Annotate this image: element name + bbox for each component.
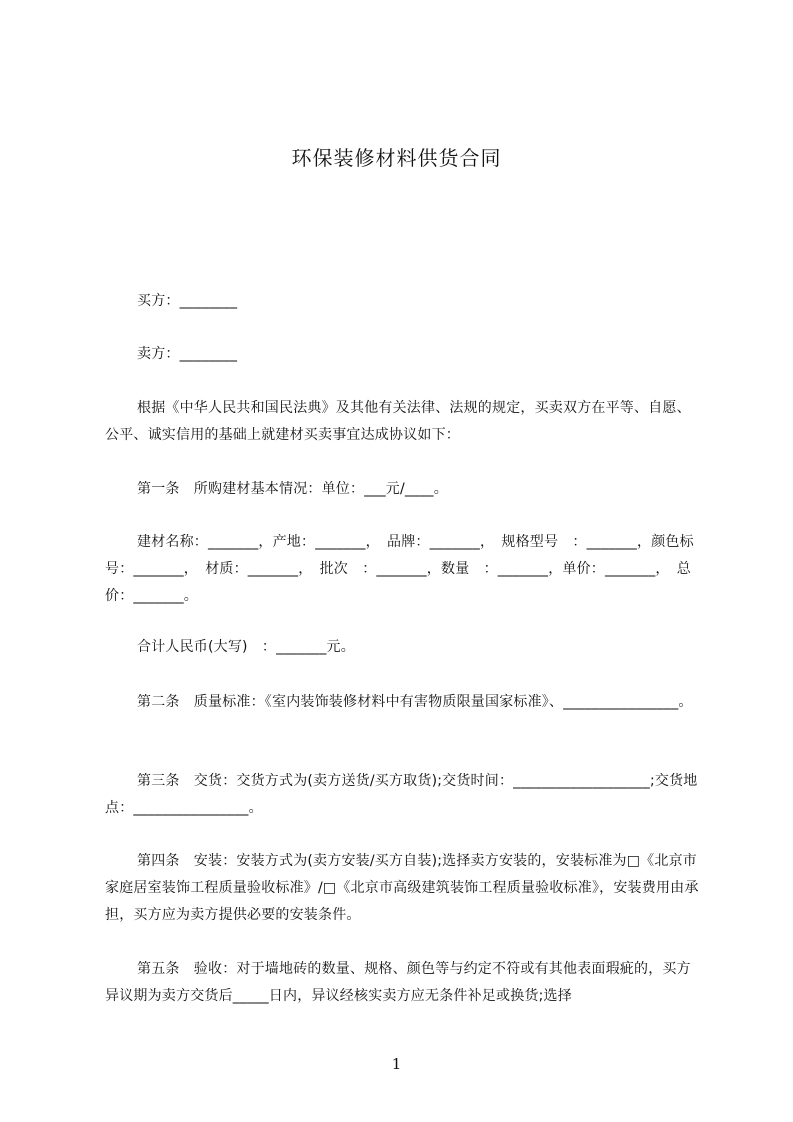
total-rmb-line: 合计人民币(大写) ：_______元。 [137, 639, 355, 655]
article-5-acceptance: 第五条 验收：对于墙地砖的数量、规格、颜色等与约定不符或有其他表面瑕疵的，买方异议期为卖方交货后_____日内，异议经核实卖方应无条件补足或换货;选择 [105, 961, 691, 1004]
article-1-heading: 第一条 所购建材基本情况：单位：___元/____。 [137, 481, 448, 497]
article-1-details: 建材名称：_______，产地：_______， 品牌：_______， 规格型号 ：_______，颜色标号：_______， 材质：_______， 批次 ：_______，数量 ：_______，单价：_______， 总价：_______。 [105, 534, 694, 604]
document-title: 环保装修材料供货合同 [291, 146, 502, 170]
article-3-delivery: 第三条 交货：交货方式为(卖方送货/买方取货);交货时间：___________________;交货地点：________________。 [105, 773, 698, 816]
article-4-installation: 第四条 安装：安装方式为(卖方安装/买方自装);选择卖方安装的，安装标准为□《北京市家庭居室装饰工程质量验收标准》/□《北京市高级建筑装饰工程质量验收标准》，安装费用由承担，买方应为卖方提供必要的安装条件。 [105, 853, 699, 923]
buyer-line: 买方：________ [137, 293, 238, 309]
intro-paragraph: 根据《中华人民共和国民法典》及其他有关法律、法规的规定，买卖双方在平等、自愿、公平、诚实信用的基础上就建材买卖事宜达成协议如下： [105, 400, 691, 443]
article-2-quality: 第二条 质量标准：《室内装饰装修材料中有害物质限量国家标准》、________________。 [137, 694, 693, 710]
seller-line: 卖方：________ [137, 346, 238, 362]
page-number: 1 [391, 1055, 402, 1073]
